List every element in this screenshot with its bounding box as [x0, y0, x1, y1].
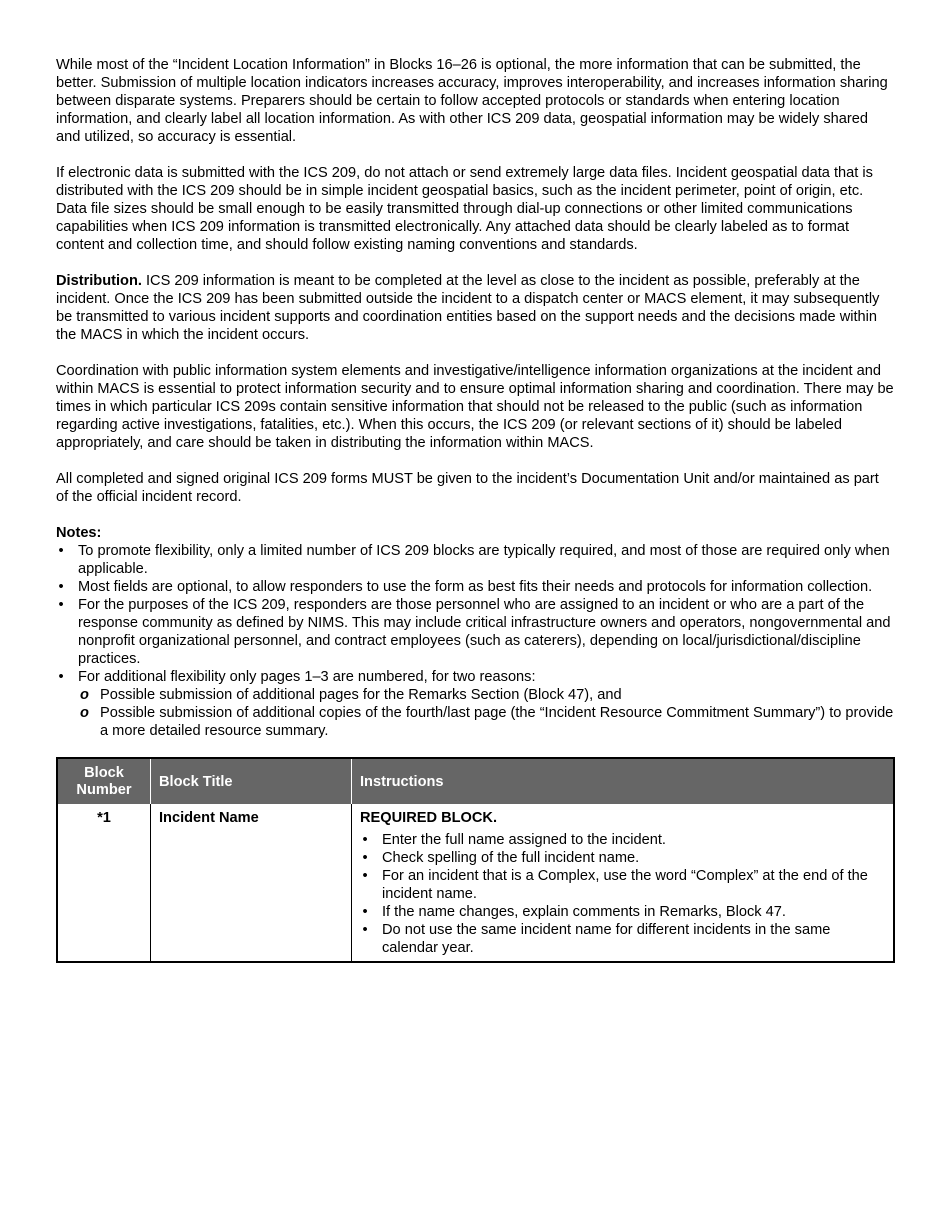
list-item	[360, 831, 885, 849]
table-header-row	[57, 758, 894, 804]
list-item	[56, 596, 894, 668]
notes-sub-list	[78, 686, 894, 740]
bullet-icon: •	[58, 543, 64, 559]
cell-block-title: Incident Name	[151, 804, 352, 962]
paragraph-originals: All completed and signed original ICS 209 forms MUST be given to the incident’s Documentation Unit and/or maintained as part of the official incident record.	[56, 471, 879, 505]
bullet-icon: •	[362, 922, 368, 938]
distribution-label: Distribution.	[56, 273, 142, 289]
list-item	[360, 849, 885, 867]
hollow-bullet-icon: o	[80, 705, 89, 721]
list-item	[56, 668, 894, 740]
sub-list-item	[78, 686, 894, 704]
cell-instructions	[352, 804, 895, 962]
paragraph-location-info: While most of the “Incident Location Information” in Blocks 16–26 is optional, the more information that can be submitted, the better. Submission of multiple location indicators increases accuracy, improves interoperability, and increases information sharing between disparate systems. Preparers should be certain to follow accepted protocols or standards when entering location information, and clearly label all location information. As with other ICS 209 data, geospatial information may be widely shared and utilized, so accuracy is essential.	[56, 57, 888, 145]
instructions-table	[56, 757, 895, 963]
header-block-title: Block Title	[151, 758, 352, 804]
bullet-icon: •	[362, 832, 368, 848]
distribution-text: ICS 209 information is meant to be completed at the level as close to the incident as possible, preferably at the incident. Once the ICS 209 has been submitted outside the incident to a dispatch center or MACS element, it may subsequently be transmitted to various incident supports and coordination entities based on the support needs and the decisions made within the MACS in which the incident occurs.	[56, 273, 880, 343]
instruction-text: For an incident that is a Complex, use the word “Complex” at the end of the incident name.	[382, 868, 868, 902]
instruction-text: Do not use the same incident name for different incidents in the same calendar year.	[382, 922, 831, 956]
list-item	[360, 903, 885, 921]
notes-heading: Notes:	[56, 525, 102, 541]
list-item	[56, 542, 894, 578]
instruction-text: Check spelling of the full incident name.	[382, 850, 640, 866]
hollow-bullet-icon: o	[80, 687, 89, 703]
paragraph-distribution	[56, 272, 894, 344]
sub-note-text: Possible submission of additional copies of the fourth/last page (the “Incident Resource Commitment Summary”) to provide a more detailed resource summary.	[100, 705, 894, 739]
bullet-icon: •	[362, 904, 368, 920]
list-item	[56, 578, 894, 596]
paragraph-electronic-data: If electronic data is submitted with the ICS 209, do not attach or send extremely large data files. Incident geospatial data that is distributed with the ICS 209 should be in simple incident geospatial basics, such as the incident perimeter, point of origin, etc. Data file sizes should be small enough to be easily transmitted through dial-up connections or other limited communications capabilities when ICS 209 information is transmitted electronically. Any attached data should be clearly labeled as to format content and collection time, and should follow existing naming conventions and standards.	[56, 165, 873, 253]
note-text: For the purposes of the ICS 209, responders are those personnel who are assigned to an incident or who are a part of the response community as defined by NIMS. This may include critical infrastructure owners and operators, nongovernmental and nonprofit organizational personnel, and contract employees (such as caterers), depending on local/jurisdictional/discipline practices.	[78, 597, 891, 667]
bullet-icon: •	[58, 597, 64, 613]
note-text: To promote flexibility, only a limited number of ICS 209 blocks are typically required, and most of those are required only when applicable.	[78, 543, 890, 577]
instruction-text: If the name changes, explain comments in Remarks, Block 47.	[382, 904, 786, 920]
paragraph-coordination: Coordination with public information system elements and investigative/intelligence information organizations at the incident and within MACS is essential to protect information security and to ensure optimal information sharing and coordination. There may be times in which particular ICS 209s contain sensitive information that should not be released to the public (such as information regarding active investigations, fatalities, etc.). When this occurs, the ICS 209 (or relevant sections of it) should be labeled appropriately, and care should be taken in distributing the information within MACS.	[56, 363, 894, 451]
note-text: Most fields are optional, to allow responders to use the form as best fits their needs and protocols for information collection.	[78, 579, 873, 595]
bullet-icon: •	[58, 579, 64, 595]
instruction-list	[360, 831, 885, 957]
instruction-text: Enter the full name assigned to the incident.	[382, 832, 666, 848]
header-instructions: Instructions	[352, 758, 895, 804]
cell-block-number: *1	[97, 810, 111, 826]
notes-list	[56, 542, 894, 740]
note-text: For additional flexibility only pages 1–3 are numbered, for two reasons:	[78, 669, 536, 685]
bullet-icon: •	[58, 669, 64, 685]
bullet-icon: •	[362, 850, 368, 866]
sub-list-item	[78, 704, 894, 740]
required-block-label: REQUIRED BLOCK.	[360, 810, 498, 826]
table-row	[57, 804, 894, 962]
bullet-icon: •	[362, 868, 368, 884]
list-item	[360, 867, 885, 903]
sub-note-text: Possible submission of additional pages for the Remarks Section (Block 47), and	[100, 687, 622, 703]
list-item	[360, 921, 885, 957]
header-block-number: Block Number	[57, 758, 151, 804]
